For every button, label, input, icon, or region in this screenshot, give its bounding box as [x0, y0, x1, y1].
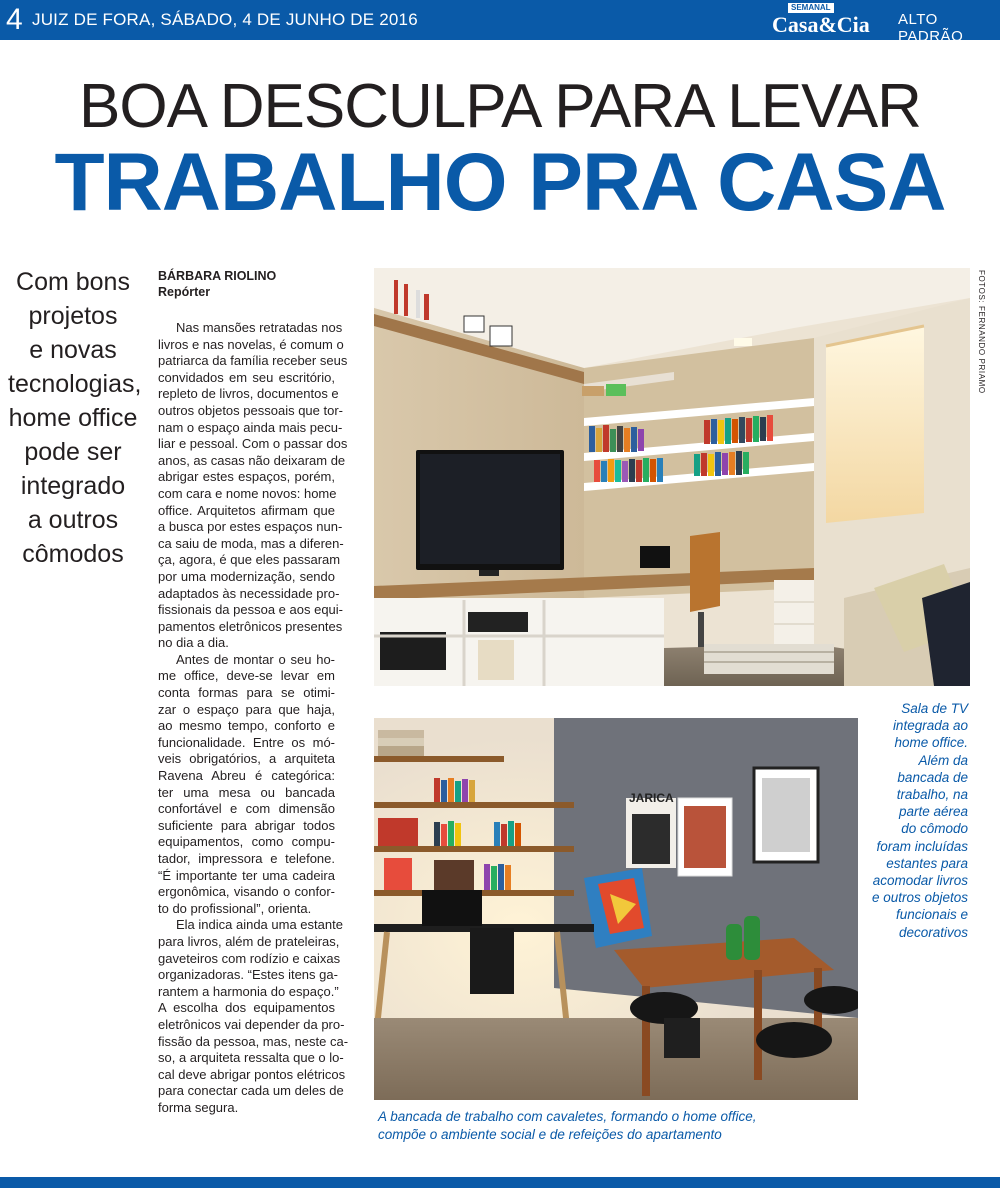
body-line: to do profissional”, orienta. [158, 900, 312, 916]
body-line: office. Arquitetos afirmam que [158, 502, 335, 518]
caption-line: Além da [918, 752, 968, 768]
body-line: com cara e nome novos: home [158, 485, 337, 501]
body-line: eletrônicos vai depender da pro- [158, 1016, 345, 1032]
body-line: rantem a harmonia do espaço.” [158, 983, 339, 999]
body-line: tador, impressora e telefone. [158, 851, 335, 866]
body-line: Ravena Abreu é categórica: [158, 768, 335, 784]
deck [8, 265, 142, 571]
caption-line: parte aérea [898, 804, 968, 820]
body-line: patriarca da família receber seus [158, 353, 348, 369]
caption-line: home office. [894, 735, 968, 751]
section-name: ALTO PADRÃO [898, 11, 964, 45]
deck-line: e novas [29, 336, 117, 364]
deck-line: Com bons [16, 268, 130, 296]
deck-line: a outros [27, 506, 119, 534]
body-line: cal deve abrigar pontos elétricos [158, 1066, 346, 1082]
body-line: ergonômica, visando o confor- [158, 884, 335, 900]
author-name: BÁRBARA RIOLINO [158, 269, 277, 283]
header-bar [0, 0, 1000, 45]
body-line: repleto de livros, documentos e [158, 386, 339, 402]
caption-line: acomodar livros [872, 873, 968, 889]
caption-line: estantes para [886, 855, 968, 871]
body-line: anos, as casas não deixaram de [158, 452, 346, 468]
caption-tv-room [862, 700, 968, 941]
body-line: convidados em seu escritório, [158, 369, 335, 385]
body-line: suficiente para abrigar todos [158, 817, 335, 833]
byline [158, 268, 338, 300]
photo-tv-room [374, 268, 970, 686]
deck-line: tecnologias, [8, 370, 142, 398]
body-line: A escolha dos equipamentos [158, 1000, 335, 1016]
dateline: JUIZ DE FORA, SÁBADO, 4 DE JUNHO DE 2016 [32, 10, 418, 29]
body-line: equipamentos, como compu- [158, 834, 335, 850]
brand-logo [770, 3, 888, 37]
body-line: a busca por estes espaços nun- [158, 519, 343, 535]
body-line: “É importante ter uma cadeira [158, 867, 335, 883]
caption-line: decorativos [898, 924, 968, 940]
footer-bar [0, 1177, 1000, 1188]
body-line: gaveteiros com rodízio e caixas [158, 950, 341, 966]
body-line: ao mesmo tempo, conforto e [158, 718, 335, 734]
photo-credit-text: FOTOS: FERNANDO PRIAMO [977, 270, 986, 394]
brand-kicker: SEMANAL [788, 3, 834, 13]
body-line: adaptados às necessidade pro- [158, 585, 340, 601]
body-line: pamentos eletrônicos presentes [158, 618, 343, 634]
body-line: so, a arquiteta ressalta que o lo- [158, 1050, 344, 1066]
caption-line: Sala de TV [901, 701, 968, 716]
body-line: fissionais da pessoa e aos equi- [158, 602, 344, 618]
body-line: conta formas para se otimi- [158, 685, 335, 701]
poster-text: JARICA [629, 791, 674, 805]
deck-line: cômodos [22, 540, 124, 568]
body-line: me office, deve-se levar em [158, 668, 335, 684]
headline-line-2: TRABALHO PRA CASA [54, 137, 946, 228]
caption-line: foram incluídas [876, 838, 968, 854]
body-line: por uma modernização, sendo [158, 568, 335, 584]
body-line: forma segura. [158, 1099, 239, 1115]
body-line: no dia a dia. [158, 635, 229, 651]
body-line: para livros, além de prateleiras, [158, 933, 340, 949]
body-line: confortável e com dimensão [158, 801, 335, 817]
body-line: outros objetos pessoais que tor- [158, 402, 343, 418]
caption-line: do cômodo [901, 821, 968, 837]
body-line: organizadoras. “Estes itens ga- [158, 967, 338, 983]
body-line: Ela indica ainda uma estante [176, 917, 343, 933]
author-role: Repórter [158, 285, 211, 299]
body-line: nam o espaço ainda mais pecu- [158, 419, 343, 435]
deck-line: integrado [20, 472, 126, 500]
body-line: funcionalidade. Entre os mó- [158, 734, 335, 750]
deck-line: pode ser [24, 438, 122, 466]
body-line: Antes de montar o seu ho- [176, 651, 335, 667]
caption-line: A bancada de trabalho com cavaletes, formando o home office, [378, 1109, 757, 1124]
headline-line-1: BOA DESCULPA PARA LEVAR [79, 72, 921, 141]
body-line: ça, agora, é que eles passaram [158, 552, 341, 568]
deck-line: home office [8, 404, 138, 432]
brand-name: Casa&Cia [772, 12, 870, 37]
photo-dining-office [374, 718, 858, 1100]
deck-line: projetos [28, 302, 118, 330]
caption-line: trabalho, na [896, 787, 968, 803]
photo-credit [974, 270, 988, 430]
caption-line: integrada ao [892, 718, 968, 734]
caption-line: compõe o ambiente social e de refeições do apartamento [378, 1126, 722, 1142]
caption-dining-office [378, 1108, 808, 1143]
body-line: fissão da pessoa, mas, neste ca- [158, 1033, 349, 1049]
body-line: livros e nas novelas, é comum o [158, 336, 344, 352]
caption-line: bancada de [897, 769, 968, 785]
page-number: 4 [6, 3, 23, 36]
body-line: ter uma mesa ou bancada [158, 784, 335, 800]
body-line: Nas mansões retratadas nos [176, 320, 343, 335]
caption-line: e outros objetos [871, 890, 968, 906]
article-body [158, 320, 349, 1117]
body-line: para conectar cada um deles de [158, 1083, 344, 1099]
body-line: veis obrigatórios, a arquiteta [158, 751, 335, 767]
caption-line: funcionais e [895, 907, 968, 923]
body-line: liar e pessoal. Com o passar dos [158, 436, 348, 452]
body-line: zar o espaço para que haja, [158, 701, 335, 717]
body-line: ca saiu de moda, mas a diferen- [158, 535, 344, 551]
body-line: abrigar estes espaços, porém, [158, 469, 335, 485]
